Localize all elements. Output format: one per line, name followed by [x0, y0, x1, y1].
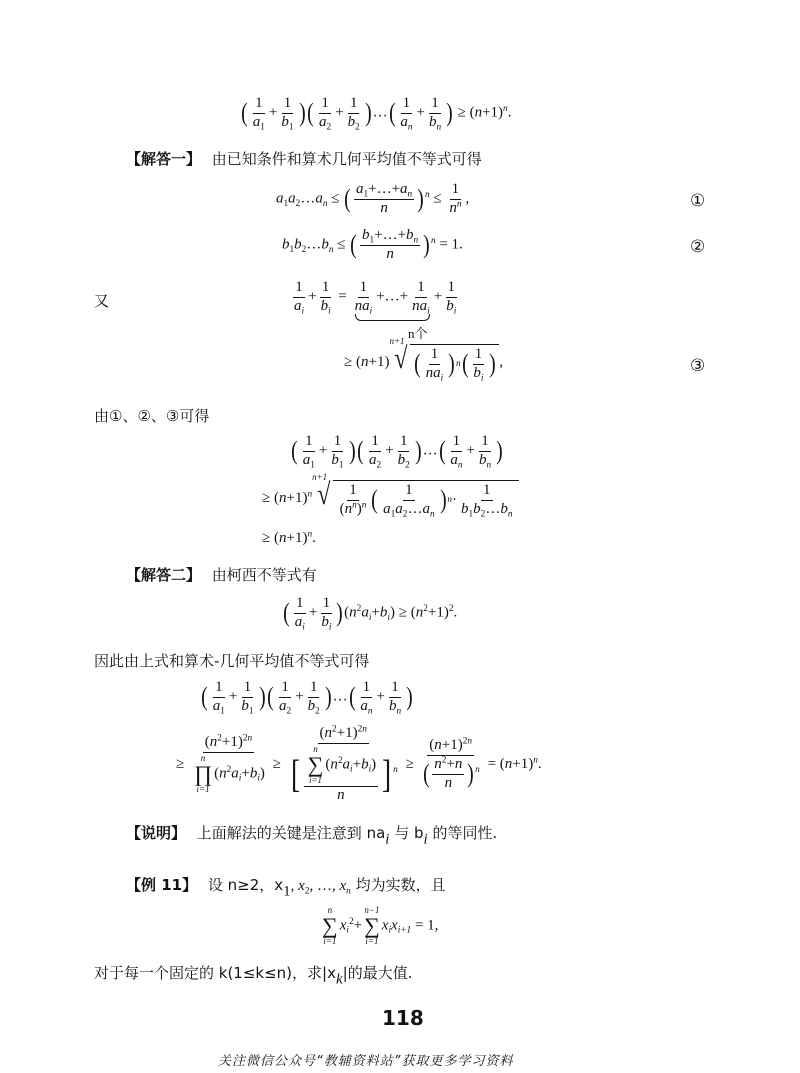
formula-eq1: $a_1a_2\dots a_n$ ≤ ( $\frac{a_1+\dots+a_n}{n}$ )$^n$ ≤ $\frac{1}{n^n}$ , — [276, 181, 470, 216]
example-paragraph: 【例 11】 设 n≥2，$x_1$, $x_2$, …, $x_n$ 均为实数，且 — [126, 876, 446, 900]
formula-final-line1: ( $\frac{1}{a_1}$ + $\frac{1}{b_1}$ )( $\frac{1}{a_2}$ + $\frac{1}{b_2}$ )…( $\frac{1}{a_n}$ + $\frac{1}{b_n}$ ) — [201, 679, 413, 716]
answer1-heading: 【解答一】 — [126, 150, 202, 168]
formula-derive-line3: ≥ $(n+1)^n$. — [262, 529, 316, 546]
note-paragraph: 【说明】 上面解法的关键是注意到 $na_i$ 与 $b_i$ 的等同性. — [126, 824, 498, 848]
formula-eq3-line2: ≥ (n+1) n+1 √ ( $\frac{1}{na_i}$ ) n ( $\frac{1}{b_i}$ ) , — [344, 336, 504, 383]
note-text-mid: 与 b — [389, 824, 424, 842]
formula-derive-line1: ( $\frac{1}{a_1}$ + $\frac{1}{b_1}$ )( $\frac{1}{a_2}$ + $\frac{1}{b_2}$ )…( $\frac{1}{a_n}$ + $\frac{1}{b_n}$ ) — [291, 433, 503, 470]
equation-number-2: ② — [690, 237, 706, 257]
text-from-circled: 由①、②、③可得 — [94, 407, 210, 425]
formula-eq2: $b_1b_2\dots b_n$ ≤ ( $\frac{b_1+\dots+b_n}{n}$ )$^n$ = 1. — [282, 227, 463, 262]
equation-number-1: ① — [690, 191, 706, 211]
example-heading: 【例 11】 — [126, 876, 198, 894]
formula-product-inequality: ( $\frac{1}{a_1}$ + $\frac{1}{b_1}$ )( $\frac{1}{a_2}$ + $\frac{1}{b_2}$ )…( $\frac{1}{a_n}$ + $\frac{1}{b_n}$ ) ≥ $(n+1)^n$. — [241, 95, 512, 132]
page-number: 118 — [382, 1006, 424, 1030]
text-you: 又 — [94, 292, 110, 310]
formula-derive-line2: ≥ $(n+1)^n$ n+1 √ $\frac{1}{(n^n)^n}$ ( $\frac{1}{a_1a_2\dots a_n}$ ) n · $\frac{1}{b_1b_2\dots b_n}$ — [262, 480, 519, 518]
formula-eq3-line1: $\frac{1}{a_i}$ + $\frac{1}{b_i}$ = $\frac{1}{na_i}$ +…+ $\frac{1}{na_i}$ + $\frac{1}{b_i}$ — [290, 280, 460, 315]
answer2-heading: 【解答二】 — [126, 566, 202, 584]
question-paragraph: 对于每一个固定的 k(1≤k≤n)，求$|x_k|$的最大值. — [94, 964, 413, 988]
note-text-end: 的等同性. — [427, 824, 498, 842]
text-n-ge: n个 — [408, 326, 428, 341]
example-text-end: 均为实数，且 — [350, 876, 446, 894]
question-text-end: |的最大值. — [342, 964, 413, 982]
formula-constraint: n ∑ i=1 $x_i^2+$ n−1 ∑ i=1 $x_ix_{i+1} = 1$, — [322, 905, 439, 946]
text-therefore: 因此由上式和算术-几何平均值不等式可得 — [94, 652, 370, 670]
example-text: 设 n≥2，x — [207, 876, 284, 894]
note-heading: 【说明】 — [126, 824, 187, 842]
note-text: 上面解法的关键是注意到 na — [196, 824, 386, 842]
question-text: 对于每一个固定的 k(1≤k≤n)，求|x — [94, 964, 336, 982]
answer1-paragraph — [126, 148, 482, 169]
equation-number-3: ③ — [690, 356, 706, 376]
answer2-paragraph — [126, 564, 317, 585]
formula-final-line2: ≥ $(n^2+1)^{2n}$ n ∏ i=1 $(n^2a_i+b_i)$ ≥ $(n^2+1)^{2n}$ [ n ∑ i=1 $(n^2a_i+b_i)$ n ] $^n$ ≥ $(n+1)^{2n}$ ( $\frac{n^2+n}{n}$ )$^n$ = $(n+1)^n$. — [176, 724, 542, 803]
formula-cauchy: ( $\frac{1}{a_i}$ + $\frac{1}{b_i}$ )$(n^2a_i+b_i) \ge (n^2+1)^2$. — [283, 595, 458, 632]
answer1-intro: 由已知条件和算术几何平均值不等式可得 — [211, 150, 482, 168]
footer-promo: 关注微信公众号“教辅资料站”获取更多学习资料 — [218, 1054, 514, 1069]
answer2-intro: 由柯西不等式有 — [211, 566, 317, 584]
